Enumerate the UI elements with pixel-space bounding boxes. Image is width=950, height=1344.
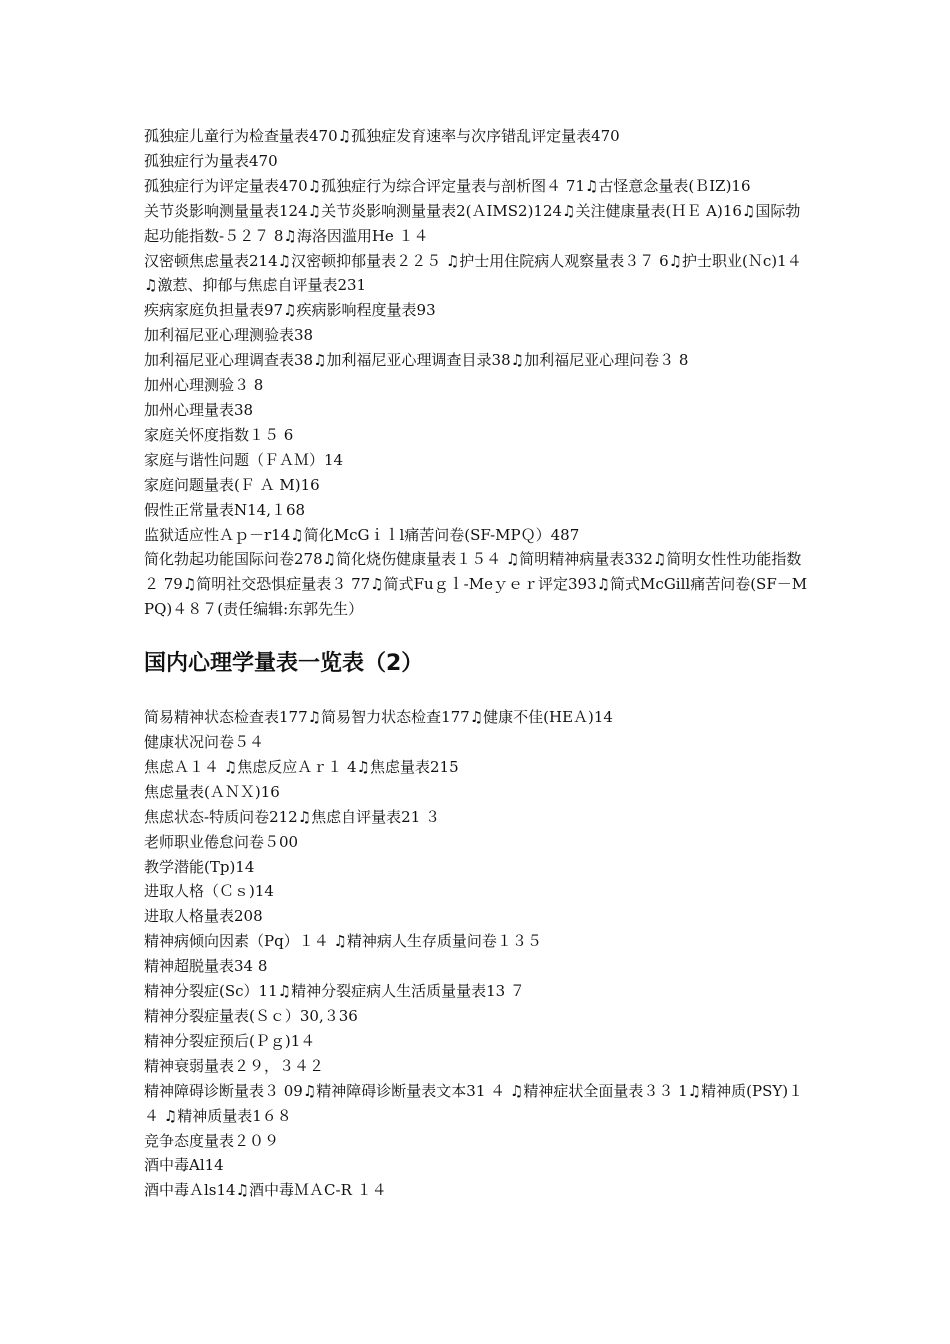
text-line: 老师职业倦怠问卷５00: [144, 832, 299, 851]
text-line: 进取人格（Ｃｓ)14: [144, 882, 274, 901]
text-line: 家庭与谐性问题（ＦＡＭ）14: [144, 450, 344, 469]
text-line: 进取人格量表208: [144, 907, 263, 926]
text-line: 疾病家庭负担量表97♫疾病影响程度量表93: [144, 301, 436, 320]
text-line: 精神障碍诊断量表３ 09♫精神障碍诊断量表文本31 ４ ♫精神症状全面量表３３ 1♫精神质(PSY)１４ ♫精神质量表1６８: [144, 1081, 804, 1125]
text-line: 精神分裂症预后(Ｐｇ)1４: [144, 1031, 316, 1050]
text-line: 简化勃起功能国际问卷278♫简化烧伤健康量表１５４ ♫简明精神病量表332♫简明女性性功能指数２ 79♫简明社交恐惧症量表３ 77♫简式Fuｇｌ-Meｙｅｒ评定393♫简式McGill痛苦问卷(SF－MPQ)４８７(责任编辑:东郭先生）: [144, 550, 808, 619]
section-2: [144, 705, 808, 1203]
section-heading: 国内心理学量表一览表（2）: [144, 651, 424, 677]
text-line: 孤独症行为评定量表470♫孤独症行为综合评定量表与剖析图４ 71♫古怪意念量表(ＢIZ)16: [144, 176, 751, 195]
text-line: 监狱适应性Ａｐ－r14♫简化McGｉｌl痛苦问卷(SF-MPＱ）487: [144, 525, 580, 544]
text-line: 加利福尼亚心理测验表38: [144, 326, 314, 345]
text-line: 焦虑量表(ＡＮＸ)16: [144, 782, 280, 801]
text-line: 关节炎影响测量量表124♫关节炎影响测量量表2(ＡIMS2)124♫关注健康量表(ＨＥ A)16♫国际勃起功能指数-５２７ 8♫海洛因滥用He １４: [144, 201, 801, 245]
text-line: 精神分裂症量表(Ｓｃ）30,３36: [144, 1007, 358, 1025]
text-line: 孤独症行为量表470: [144, 151, 278, 170]
text-line: 焦虑状态-特质问卷212♫焦虑自评量表21 ３: [144, 807, 441, 826]
text-line: 汉密顿焦虑量表214♫汉密顿抑郁量表２２５ ♫护士用住院病人观察量表３７ 6♫护士职业(Ｎc)1４ ♫激惹、抑郁与焦虑自评量表231: [144, 251, 802, 295]
document-page: [144, 124, 808, 1203]
text-line: 家庭关怀度指数１５ 6: [144, 425, 294, 444]
text-line: 加州心理量表38: [144, 400, 254, 419]
text-line: 精神分裂症(Sc）11♫精神分裂症病人生活质量量表13 ７: [144, 982, 525, 1001]
section-1: [144, 124, 808, 622]
text-line: 假性正常量表N14,１68: [144, 500, 306, 519]
text-line: 健康状况问卷５４: [144, 733, 265, 752]
text-line: 酒中毒Al14: [144, 1156, 224, 1175]
text-line: 精神超脱量表34 8: [144, 957, 268, 976]
text-line: 孤独症儿童行为检查量表470♫孤独症发育速率与次序错乱评定量表470: [144, 127, 620, 145]
text-line: 教学潜能(Tp)14: [144, 857, 255, 876]
text-line: 简易精神状态检查表177♫简易智力状态检查177♫健康不佳(HEＡ)14: [144, 708, 613, 727]
text-line: 加利福尼亚心理调查表38♫加利福尼亚心理调查目录38♫加利福尼亚心理问卷３ 8: [144, 351, 689, 370]
text-line: 竞争态度量表２０９: [144, 1131, 280, 1150]
text-line: 加州心理测验３ 8: [144, 376, 264, 395]
text-line: 家庭问题量表(Ｆ Ａ M)16: [144, 475, 320, 494]
text-line: 酒中毒Ａls14♫酒中毒ＭＡC-R １４: [144, 1181, 387, 1200]
text-line: 精神衰弱量表２９，３４２: [144, 1056, 325, 1075]
text-line: 精神病倾向因素（Pq）１４ ♫精神病人生存质量问卷１３５: [144, 932, 542, 951]
text-line: 焦虑Ａ１４ ♫焦虑反应Ａｒ１ 4♫焦虑量表215: [144, 757, 459, 776]
